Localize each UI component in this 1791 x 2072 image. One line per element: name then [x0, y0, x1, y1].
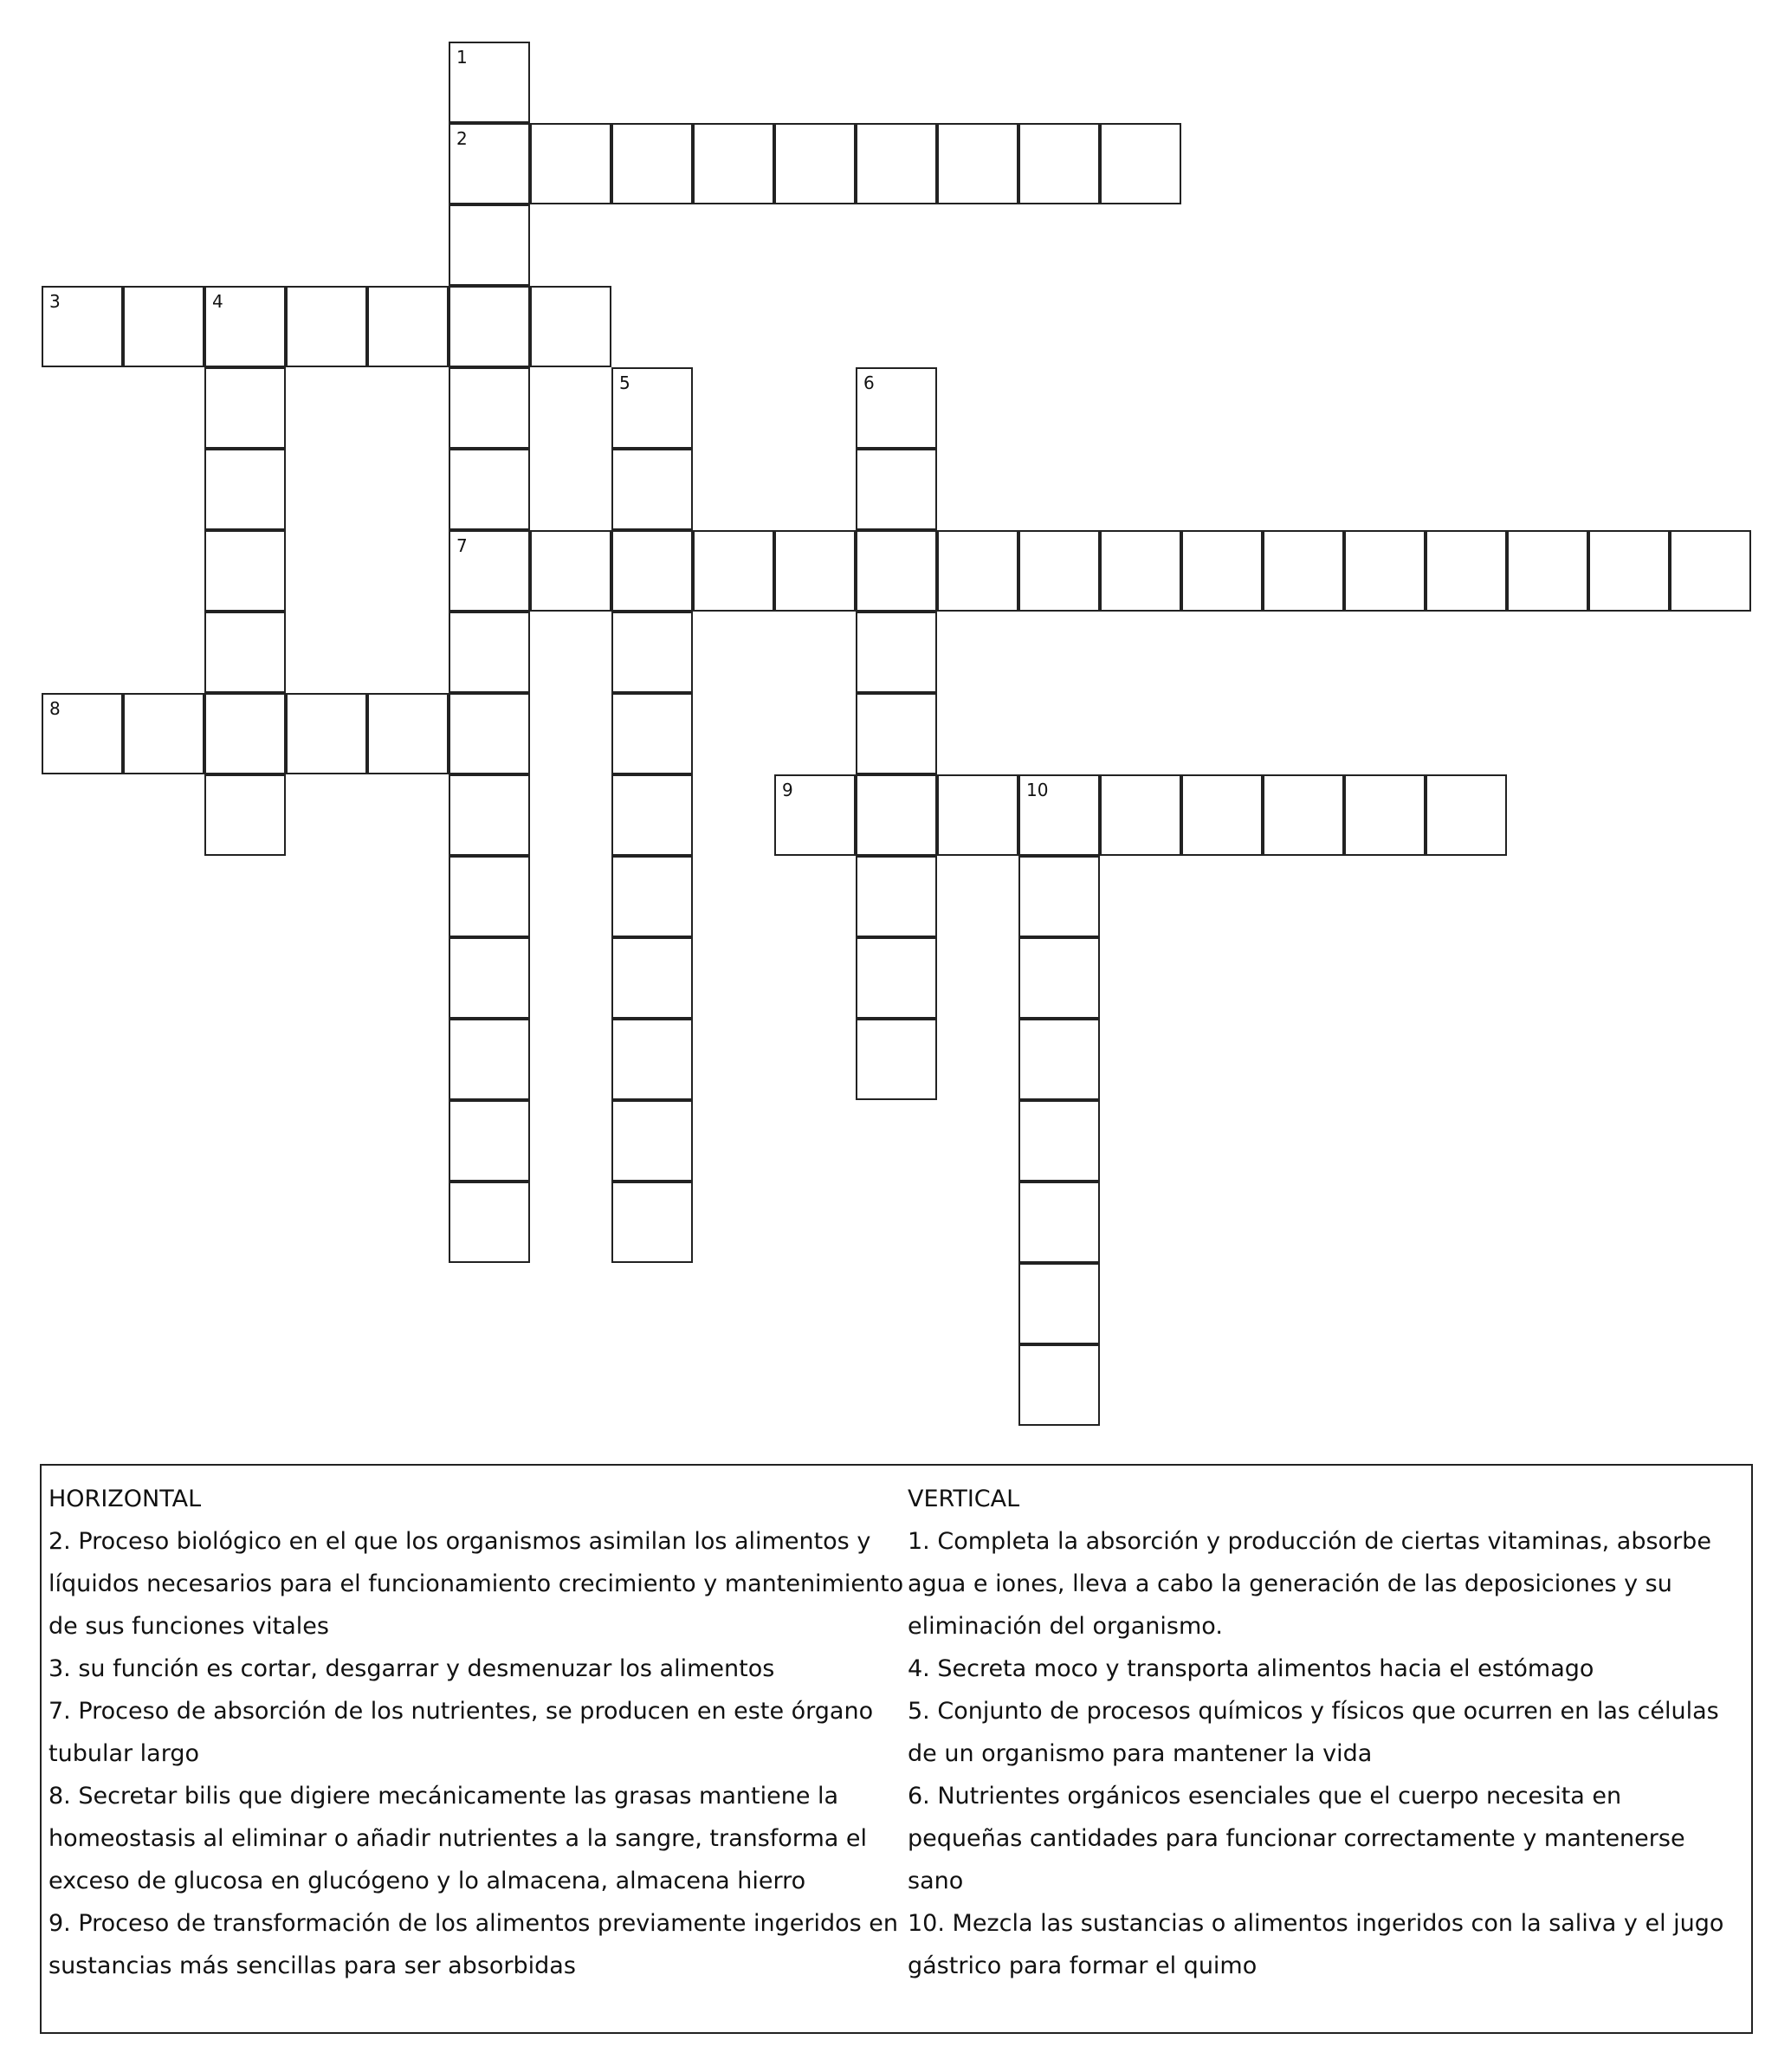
clue-number: 3 — [49, 291, 61, 312]
grid-cell[interactable] — [1263, 530, 1344, 612]
clue-across-2: 2. Proceso biológico en el que los organismos asimilan los alimentos y líquidos necesarios para el funcionamiento crecimiento y mantenimiento de sus funciones vitales — [48, 1528, 904, 1640]
grid-cell[interactable] — [856, 449, 937, 530]
grid-cell[interactable] — [1426, 774, 1507, 856]
grid-cell[interactable] — [286, 693, 367, 774]
clues-box — [40, 1464, 1753, 2034]
grid-cell[interactable] — [611, 856, 693, 937]
grid-cell[interactable] — [611, 937, 693, 1019]
grid-cell[interactable] — [449, 1019, 530, 1100]
grid-cell[interactable] — [1426, 530, 1507, 612]
grid-cell[interactable] — [774, 774, 856, 856]
grid-cell[interactable] — [1018, 530, 1100, 612]
grid-cell[interactable] — [611, 774, 693, 856]
grid-cell[interactable] — [530, 286, 611, 367]
grid-cell[interactable] — [611, 1019, 693, 1100]
grid-cell[interactable] — [367, 693, 449, 774]
clue-down-10: 10. Mezcla las sustancias o alimentos ingeridos con la saliva y el jugo gástrico para formar el quimo — [908, 1910, 1724, 1979]
grid-cell[interactable] — [1507, 530, 1588, 612]
grid-cell[interactable] — [856, 774, 937, 856]
grid-cell[interactable] — [204, 612, 286, 693]
grid-cell[interactable] — [856, 1019, 937, 1100]
grid-cell[interactable] — [530, 123, 611, 204]
grid-cell[interactable] — [856, 693, 937, 774]
vertical-clues — [908, 1478, 1739, 1987]
grid-cell[interactable] — [611, 367, 693, 449]
grid-cell[interactable] — [856, 612, 937, 693]
grid-cell[interactable] — [856, 123, 937, 204]
grid-cell[interactable] — [449, 42, 530, 123]
grid-cell[interactable] — [774, 530, 856, 612]
grid-cell[interactable] — [1263, 774, 1344, 856]
grid-cell[interactable] — [123, 286, 204, 367]
grid-cell[interactable] — [204, 530, 286, 612]
grid-cell[interactable] — [530, 530, 611, 612]
grid-cell[interactable] — [1100, 774, 1181, 856]
grid-cell[interactable] — [449, 856, 530, 937]
grid-cell[interactable] — [449, 937, 530, 1019]
grid-cell[interactable] — [204, 449, 286, 530]
grid-cell[interactable] — [856, 367, 937, 449]
grid-cell[interactable] — [449, 1100, 530, 1182]
vertical-heading: VERTICAL — [908, 1486, 1020, 1512]
horizontal-clues — [48, 1478, 906, 1987]
grid-cell[interactable] — [1018, 856, 1100, 937]
grid-cell[interactable] — [856, 530, 937, 612]
grid-cell[interactable] — [611, 612, 693, 693]
clue-number: 6 — [863, 372, 875, 393]
grid-cell[interactable] — [611, 449, 693, 530]
grid-cell[interactable] — [449, 449, 530, 530]
clue-down-1: 1. Completa la absorción y producción de ciertas vitaminas, absorbe agua e iones, lleva a cabo la generación de las deposiciones y su eliminación del organismo. — [908, 1528, 1711, 1640]
grid-cell[interactable] — [449, 774, 530, 856]
grid-cell[interactable] — [856, 937, 937, 1019]
grid-cell[interactable] — [204, 774, 286, 856]
grid-cell[interactable] — [1018, 123, 1100, 204]
clue-number: 1 — [456, 47, 468, 68]
grid-cell[interactable] — [1018, 1100, 1100, 1182]
grid-cell[interactable] — [1018, 937, 1100, 1019]
clue-down-6: 6. Nutrientes orgánicos esenciales que el cuerpo necesita en pequeñas cantidades para funcionar correctamente y mantenerse sano — [908, 1783, 1685, 1894]
horizontal-heading: HORIZONTAL — [48, 1486, 202, 1512]
grid-cell[interactable] — [937, 123, 1018, 204]
clue-across-3: 3. su función es cortar, desgarrar y desmenuzar los alimentos — [48, 1655, 775, 1682]
grid-cell[interactable] — [1100, 123, 1181, 204]
grid-cell[interactable] — [1100, 530, 1181, 612]
grid-cell[interactable] — [693, 123, 774, 204]
grid-cell[interactable] — [1181, 530, 1263, 612]
grid-cell[interactable] — [123, 693, 204, 774]
grid-cell[interactable] — [449, 530, 530, 612]
grid-cell[interactable] — [449, 1182, 530, 1263]
grid-cell[interactable] — [611, 1182, 693, 1263]
grid-cell[interactable] — [774, 123, 856, 204]
clue-across-7: 7. Proceso de absorción de los nutrientes, se producen en este órgano tubular largo — [48, 1698, 874, 1767]
grid-cell[interactable] — [204, 367, 286, 449]
grid-cell[interactable] — [1670, 530, 1751, 612]
grid-cell[interactable] — [1018, 1263, 1100, 1344]
grid-cell[interactable] — [1018, 1019, 1100, 1100]
grid-cell[interactable] — [42, 286, 123, 367]
grid-cell[interactable] — [937, 774, 1018, 856]
clue-number: 7 — [456, 535, 468, 556]
grid-cell[interactable] — [611, 1100, 693, 1182]
grid-cell[interactable] — [449, 286, 530, 367]
grid-cell[interactable] — [611, 530, 693, 612]
grid-cell[interactable] — [204, 693, 286, 774]
clue-number: 2 — [456, 128, 468, 149]
grid-cell[interactable] — [1018, 1344, 1100, 1426]
grid-cell[interactable] — [367, 286, 449, 367]
grid-cell[interactable] — [449, 693, 530, 774]
clue-across-8: 8. Secretar bilis que digiere mecánicamente las grasas mantiene la homeostasis al eliminar o añadir nutrientes a la sangre, transforma el exceso de glucosa en glucógeno y lo almacena, almacena hierro — [48, 1783, 867, 1894]
grid-cell[interactable] — [42, 693, 123, 774]
clue-number: 5 — [619, 372, 630, 393]
clue-number: 4 — [212, 291, 223, 312]
clue-number: 9 — [782, 780, 793, 800]
clue-across-9: 9. Proceso de transformación de los alimentos previamente ingeridos en sustancias más sencillas para ser absorbidas — [48, 1910, 899, 1979]
grid-cell[interactable] — [856, 856, 937, 937]
grid-cell[interactable] — [1181, 774, 1263, 856]
grid-cell[interactable] — [1344, 530, 1426, 612]
clue-down-4: 4. Secreta moco y transporta alimentos hacia el estómago — [908, 1655, 1594, 1682]
grid-cell[interactable] — [449, 123, 530, 204]
grid-cell[interactable] — [449, 612, 530, 693]
grid-cell[interactable] — [204, 286, 286, 367]
grid-cell[interactable] — [1588, 530, 1670, 612]
clue-number: 10 — [1026, 780, 1049, 800]
grid-cell[interactable] — [937, 530, 1018, 612]
grid-cell[interactable] — [1344, 774, 1426, 856]
grid-cell[interactable] — [611, 123, 693, 204]
clue-number: 8 — [49, 698, 61, 719]
grid-cell[interactable] — [1018, 1182, 1100, 1263]
grid-cell[interactable] — [449, 367, 530, 449]
grid-cell[interactable] — [611, 693, 693, 774]
grid-cell[interactable] — [1018, 774, 1100, 856]
grid-cell[interactable] — [449, 204, 530, 286]
grid-cell[interactable] — [693, 530, 774, 612]
clue-down-5: 5. Conjunto de procesos químicos y físicos que ocurren en las células de un organismo para mantener la vida — [908, 1698, 1719, 1767]
grid-cell[interactable] — [286, 286, 367, 367]
